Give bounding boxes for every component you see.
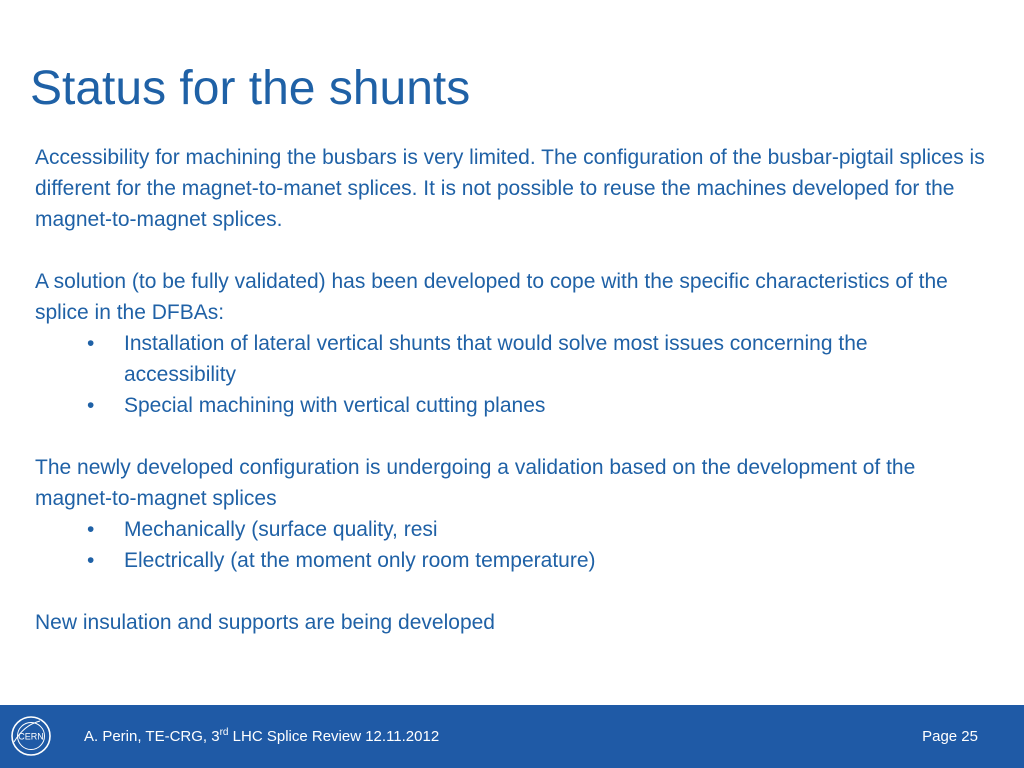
list-item	[35, 514, 985, 545]
slide-body	[35, 142, 985, 638]
bullet-icon: •	[87, 394, 95, 417]
validation-bullet-list	[35, 514, 985, 576]
logo-text: CERN	[18, 731, 44, 742]
page-number: Page 25	[922, 728, 978, 745]
spacer	[35, 421, 985, 452]
slide-title: Status for the shunts	[30, 62, 471, 115]
paragraph-accessibility: Accessibility for machining the busbars is very limited. The configuration of the busbar-pigtail splices is different for the magnet-to-manet splices. It is not possible to reuse the machines developed for the magnet-to-magnet splices.	[35, 146, 985, 231]
solution-bullet-list	[35, 328, 985, 421]
spacer	[35, 576, 985, 607]
footer-credit	[84, 727, 439, 747]
bullet-icon: •	[87, 332, 95, 355]
paragraph-insulation: New insulation and supports are being developed	[35, 611, 495, 634]
paragraph-solution: A solution (to be fully validated) has been developed to cope with the specific characteristics of the splice in the DFBAs:	[35, 270, 948, 324]
bullet-text: Mechanically (surface quality, resi	[124, 518, 438, 541]
footer-bar	[0, 705, 1024, 768]
credit-superscript: rd	[219, 727, 229, 738]
cern-logo-icon	[10, 715, 52, 757]
list-item	[35, 328, 985, 390]
credit-text-rest: LHC Splice Review 12.11.2012	[228, 728, 440, 745]
bullet-text: Electrically (at the moment only room temperature)	[124, 549, 596, 572]
bullet-text: Installation of lateral vertical shunts that would solve most issues concerning the accessibility	[124, 332, 868, 386]
credit-text: A. Perin, TE-CRG, 3	[84, 728, 220, 745]
bullet-icon: •	[87, 549, 95, 572]
spacer	[35, 235, 985, 266]
list-item	[35, 545, 985, 576]
bullet-icon: •	[87, 518, 95, 541]
paragraph-validation: The newly developed configuration is undergoing a validation based on the development of the magnet-to-magnet splices	[35, 456, 916, 510]
list-item	[35, 390, 985, 421]
bullet-text: Special machining with vertical cutting planes	[124, 394, 546, 417]
